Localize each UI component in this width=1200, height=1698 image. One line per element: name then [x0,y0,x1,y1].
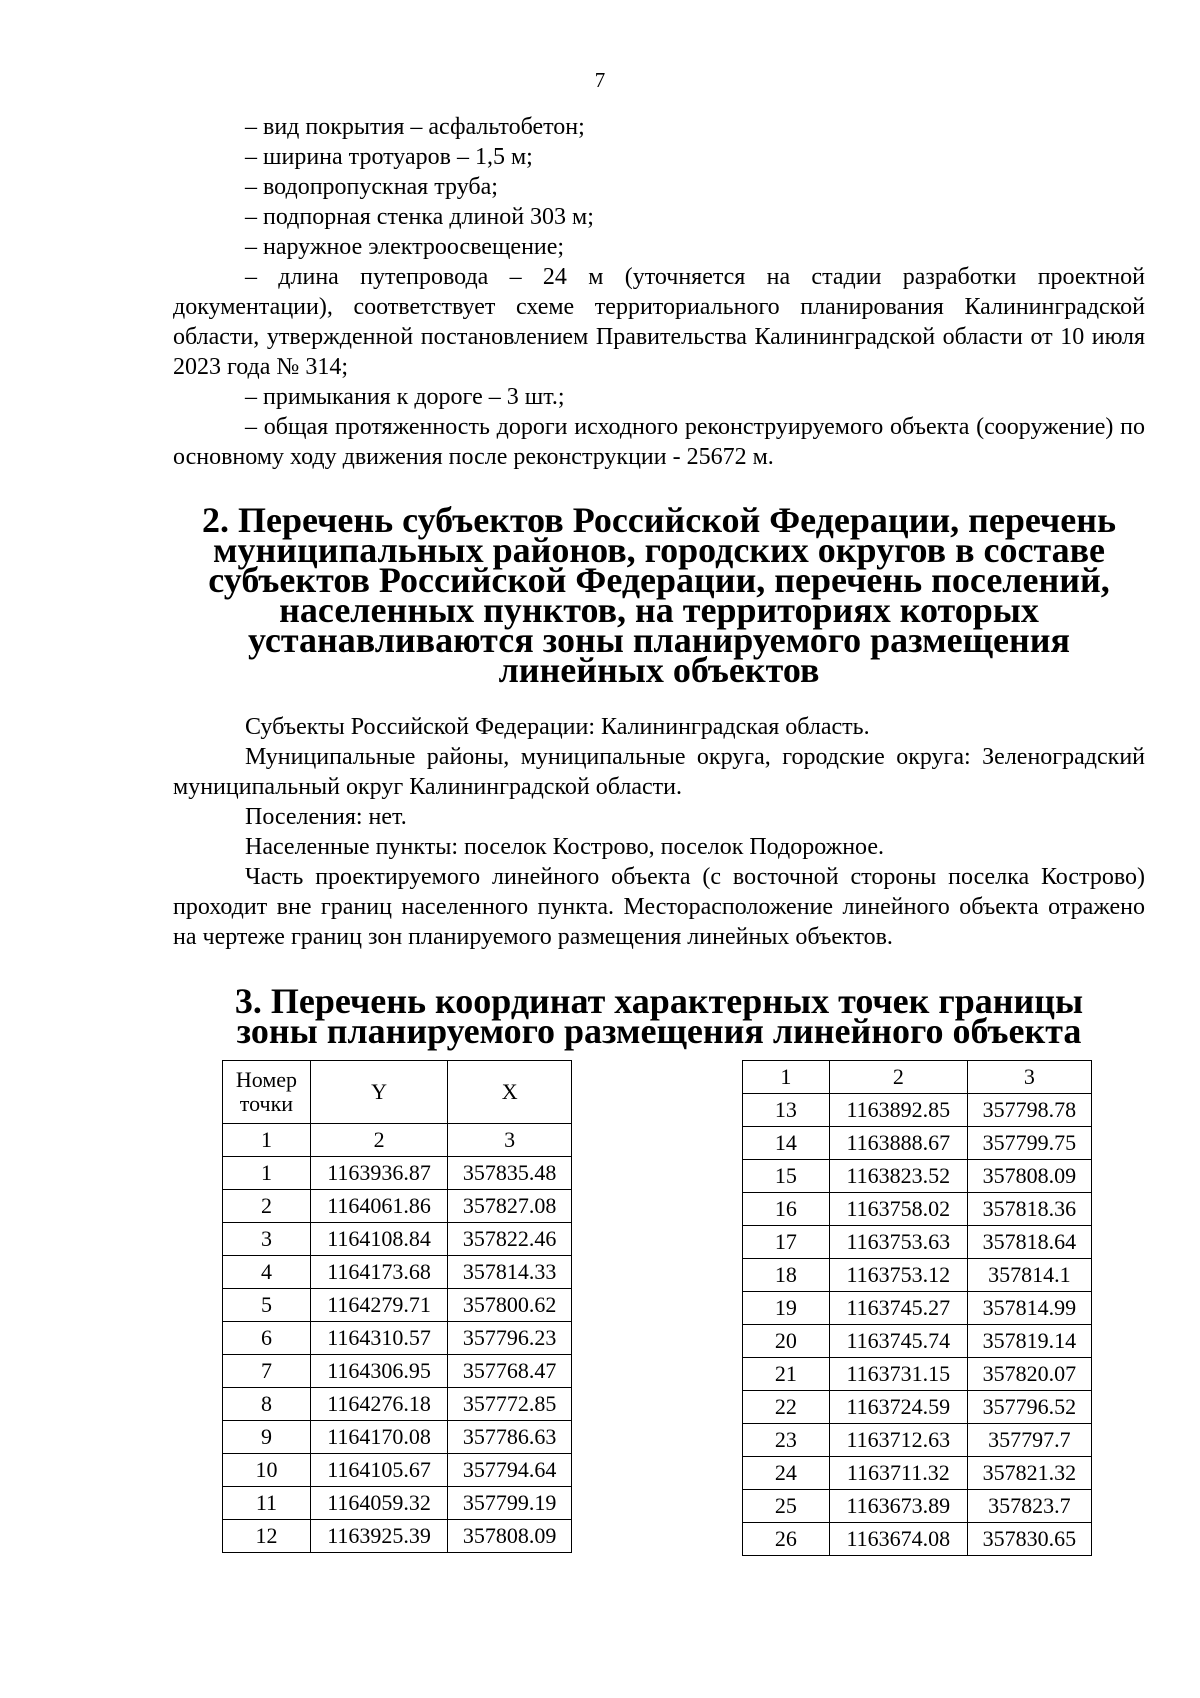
y-value: 1163712.63 [829,1424,967,1457]
y-value: 1163758.02 [829,1193,967,1226]
point-number: 18 [743,1259,830,1292]
x-value: 357799.75 [967,1127,1091,1160]
paragraph: Муниципальные районы, муниципальные округа, городские округа: Зеленоградский муниципальный округ Калининградской области. [173,744,1145,800]
subheader-cell: 3 [967,1061,1091,1094]
table-row [743,1259,1092,1292]
x-value: 357786.63 [448,1421,572,1454]
table-row [743,1292,1092,1325]
table-row [223,1520,572,1553]
point-number: 14 [743,1127,830,1160]
x-value: 357814.99 [967,1292,1091,1325]
y-value: 1164310.57 [310,1322,447,1355]
y-value: 1164061.86 [310,1190,447,1223]
point-number: 2 [223,1190,311,1223]
y-value: 1163888.67 [829,1127,967,1160]
document-body [173,112,1145,1051]
bullet-item: – вид покрытия – асфальтобетон; [245,114,585,140]
table-row [223,1223,572,1256]
table-row [743,1325,1092,1358]
subheader-cell: 2 [310,1124,447,1157]
paragraph: Часть проектируемого линейного объекта (с восточной стороны поселка Кострово) проходит вне границ населенного пункта. Месторасположение линейного объекта отражено на чертеже границ зон планируемого размещения линейных объектов. [173,864,1145,950]
x-value: 357772.85 [448,1388,572,1421]
point-number: 26 [743,1523,830,1556]
subheader-cell: 1 [743,1061,830,1094]
table-row [223,1355,572,1388]
table-row [223,1322,572,1355]
y-value: 1163674.08 [829,1523,967,1556]
table-row [743,1193,1092,1226]
point-number: 21 [743,1358,830,1391]
y-value: 1164059.32 [310,1487,447,1520]
x-value: 357796.23 [448,1322,572,1355]
x-value: 357822.46 [448,1223,572,1256]
y-value: 1163936.87 [310,1157,447,1190]
x-value: 357800.62 [448,1289,572,1322]
y-value: 1163753.63 [829,1226,967,1259]
paragraph: Поселения: нет. [245,804,407,830]
point-number: 4 [223,1256,311,1289]
table-row [223,1289,572,1322]
bullet-item: – примыкания к дороге – 3 шт.; [245,384,565,410]
table-row [743,1523,1092,1556]
bullet-item: – ширина тротуаров – 1,5 м; [245,144,533,170]
table-row [743,1358,1092,1391]
x-value: 357819.14 [967,1325,1091,1358]
table-row [223,1256,572,1289]
table-row [743,1160,1092,1193]
x-value: 357808.09 [967,1160,1091,1193]
y-value: 1163753.12 [829,1259,967,1292]
x-value: 357796.52 [967,1391,1091,1424]
table-row [223,1190,572,1223]
bullet-item: – наружное электроосвещение; [245,234,565,260]
y-value: 1163823.52 [829,1160,967,1193]
y-value: 1164279.71 [310,1289,447,1322]
table-subheader-row [223,1124,572,1157]
x-value: 357814.1 [967,1259,1091,1292]
point-number: 15 [743,1160,830,1193]
table-row [223,1421,572,1454]
x-value: 357823.7 [967,1490,1091,1523]
y-value: 1163731.15 [829,1358,967,1391]
x-value: 357808.09 [448,1520,572,1553]
point-number: 13 [743,1094,830,1127]
y-value: 1163745.27 [829,1292,967,1325]
table-row [743,1391,1092,1424]
x-value: 357768.47 [448,1355,572,1388]
x-value: 357814.33 [448,1256,572,1289]
header-cell: Номер точки [223,1061,311,1124]
point-number: 3 [223,1223,311,1256]
page-number: 7 [594,68,606,92]
table-row [743,1490,1092,1523]
table-row [223,1487,572,1520]
point-number: 11 [223,1487,311,1520]
table-header-row [223,1061,572,1124]
section-2-heading: 2. Перечень субъектов Российской Федерации, перечень муниципальных районов, городских округов в составе субъектов Российской Федерации, перечень поселений, населенных пунктов, на территориях которых устанавливаются зоны планируемого размещения линейных объектов [201,500,1116,690]
point-number: 10 [223,1454,311,1487]
point-number: 9 [223,1421,311,1454]
x-value: 357820.07 [967,1358,1091,1391]
subheader-cell: 1 [223,1124,311,1157]
section-3-heading: 3. Перечень координат характерных точек границы зоны планируемого размещения линейного объекта [234,981,1084,1051]
subheader-cell: 3 [448,1124,572,1157]
header-cell: Y [310,1061,447,1124]
table-row [223,1388,572,1421]
y-value: 1163925.39 [310,1520,447,1553]
x-value: 357830.65 [967,1523,1091,1556]
y-value: 1164105.67 [310,1454,447,1487]
point-number: 16 [743,1193,830,1226]
coordinates-table-left [222,1060,572,1553]
x-value: 357821.32 [967,1457,1091,1490]
paragraph: Населенные пункты: поселок Кострово, поселок Подорожное. [245,834,884,860]
y-value: 1164108.84 [310,1223,447,1256]
x-value: 357818.36 [967,1193,1091,1226]
bullet-item: – длина путепровода – 24 м (уточняется на стадии разработки проектной документации), соответствует схеме территориального планирования Калининградской области, утвержденной постановлением Правительства Калининградской области от 10 июля 2023 года № 314; [173,264,1145,380]
bullet-item: – общая протяженность дороги исходного реконструируемого объекта (сооружение) по основному ходу движения после реконструкции - 25672 м. [173,414,1145,470]
point-number: 19 [743,1292,830,1325]
table-row [743,1094,1092,1127]
point-number: 5 [223,1289,311,1322]
paragraph: Субъекты Российской Федерации: Калининградская область. [245,714,870,740]
point-number: 12 [223,1520,311,1553]
y-value: 1164276.18 [310,1388,447,1421]
bullet-item: – подпорная стенка длиной 303 м; [245,204,594,230]
point-number: 23 [743,1424,830,1457]
y-value: 1164170.08 [310,1421,447,1454]
y-value: 1163724.59 [829,1391,967,1424]
point-number: 22 [743,1391,830,1424]
table-row [743,1457,1092,1490]
header-cell: X [448,1061,572,1124]
coordinates-table-right [742,1060,1092,1556]
x-value: 357798.78 [967,1094,1091,1127]
table-row [223,1454,572,1487]
x-value: 357794.64 [448,1454,572,1487]
x-value: 357835.48 [448,1157,572,1190]
y-value: 1164306.95 [310,1355,447,1388]
y-value: 1163711.32 [829,1457,967,1490]
point-number: 1 [223,1157,311,1190]
x-value: 357827.08 [448,1190,572,1223]
table-subheader-row [743,1061,1092,1094]
x-value: 357797.7 [967,1424,1091,1457]
section-2-body [173,712,1145,952]
point-number: 7 [223,1355,311,1388]
point-number: 24 [743,1457,830,1490]
table-row [743,1127,1092,1160]
subheader-cell: 2 [829,1061,967,1094]
x-value: 357799.19 [448,1487,572,1520]
table-row [743,1226,1092,1259]
point-number: 8 [223,1388,311,1421]
y-value: 1163673.89 [829,1490,967,1523]
bullet-item: – водопропускная труба; [245,174,498,200]
point-number: 20 [743,1325,830,1358]
y-value: 1163745.74 [829,1325,967,1358]
table-row [743,1424,1092,1457]
point-number: 6 [223,1322,311,1355]
y-value: 1164173.68 [310,1256,447,1289]
y-value: 1163892.85 [829,1094,967,1127]
point-number: 25 [743,1490,830,1523]
x-value: 357818.64 [967,1226,1091,1259]
point-number: 17 [743,1226,830,1259]
table-row [223,1157,572,1190]
